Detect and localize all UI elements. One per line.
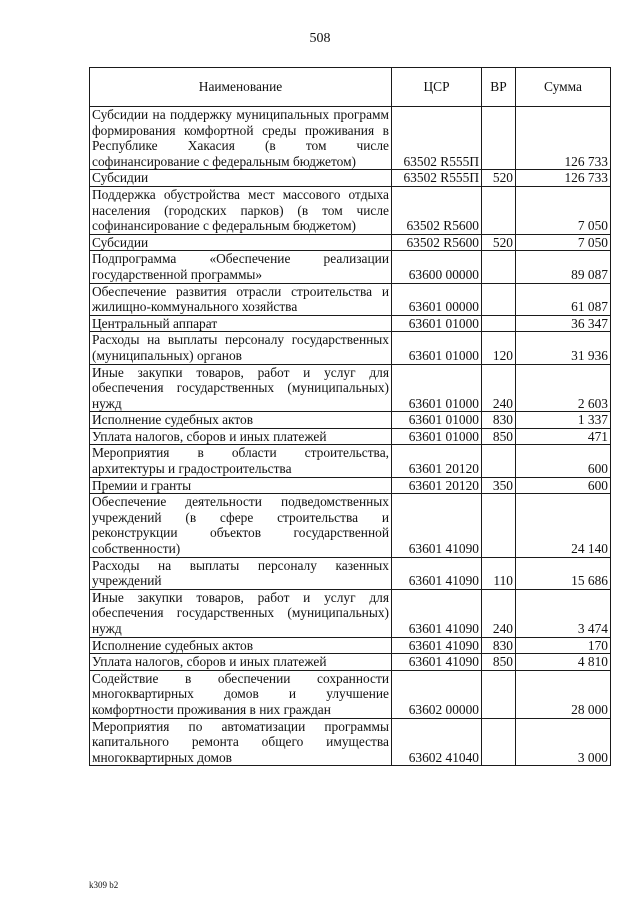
row-csr: 63601 41090 [392,494,482,557]
row-sum: 7 050 [516,234,611,251]
row-csr: 63601 41090 [392,637,482,654]
row-vr: 110 [482,557,516,589]
row-name: Обеспечение развития отрасли строительства и жилищно-коммунального хозяйства [90,283,392,315]
table-header-row [90,68,611,107]
row-vr: 120 [482,332,516,364]
row-name: Мероприятия в области строительства, архитектуры и градостроительства [90,445,392,477]
row-vr: 520 [482,170,516,187]
row-vr [482,283,516,315]
header-name: Наименование [90,68,392,107]
row-name: Мероприятия по автоматизации программы капитального ремонта общего имущества многоквартирных домов [90,718,392,766]
row-name: Исполнение судебных актов [90,412,392,429]
row-vr: 850 [482,428,516,445]
row-name: Обеспечение деятельности подведомственных учреждений (в сфере строительства и реконструкции объектов государственной собственности) [90,494,392,557]
row-vr [482,315,516,332]
row-name: Поддержка обустройства мест массового отдыха населения (городских парков) (в том числе софинансирование с федеральным бюджетом) [90,186,392,234]
table-row [90,251,611,283]
table-row [90,477,611,494]
footer-code: k309 b2 [89,880,119,890]
row-sum: 7 050 [516,186,611,234]
row-csr: 63601 01000 [392,428,482,445]
row-vr [482,107,516,170]
row-sum: 28 000 [516,670,611,718]
row-sum: 1 337 [516,412,611,429]
table-row [90,718,611,766]
row-vr: 520 [482,234,516,251]
row-name: Премии и гранты [90,477,392,494]
row-name: Расходы на выплаты персоналу государственных (муниципальных) органов [90,332,392,364]
row-sum: 170 [516,637,611,654]
table-row [90,170,611,187]
row-sum: 600 [516,477,611,494]
row-csr: 63502 R5600 [392,186,482,234]
row-sum: 600 [516,445,611,477]
row-vr: 240 [482,589,516,637]
table-row [90,332,611,364]
budget-table [89,67,611,766]
row-name: Расходы на выплаты персоналу казенных учреждений [90,557,392,589]
table-row [90,364,611,412]
row-vr: 240 [482,364,516,412]
table-row [90,315,611,332]
row-csr: 63600 00000 [392,251,482,283]
row-vr [482,186,516,234]
table-row [90,186,611,234]
row-csr: 63601 41090 [392,589,482,637]
row-vr [482,445,516,477]
row-sum: 471 [516,428,611,445]
row-vr [482,494,516,557]
row-csr: 63601 01000 [392,412,482,429]
row-csr: 63502 R555П [392,170,482,187]
row-vr: 850 [482,654,516,671]
header-vr: ВР [482,68,516,107]
row-sum: 2 603 [516,364,611,412]
row-name: Иные закупки товаров, работ и услуг для обеспечения государственных (муниципальных) нужд [90,364,392,412]
row-csr: 63601 20120 [392,477,482,494]
row-vr [482,251,516,283]
row-name: Субсидии [90,170,392,187]
row-csr: 63602 00000 [392,670,482,718]
table-row [90,589,611,637]
table-row [90,412,611,429]
row-name: Иные закупки товаров, работ и услуг для обеспечения государственных (муниципальных) нужд [90,589,392,637]
table-row [90,107,611,170]
row-sum: 31 936 [516,332,611,364]
row-name: Содействие в обеспечении сохранности многоквартирных домов и улучшение комфортности проживания в них граждан [90,670,392,718]
row-csr: 63502 R555П [392,107,482,170]
row-sum: 4 810 [516,654,611,671]
row-csr: 63601 20120 [392,445,482,477]
table-row [90,670,611,718]
row-csr: 63601 01000 [392,364,482,412]
row-sum: 3 000 [516,718,611,766]
row-csr: 63502 R5600 [392,234,482,251]
table-row [90,428,611,445]
row-vr [482,718,516,766]
table-row [90,557,611,589]
table-row [90,445,611,477]
table-row [90,234,611,251]
row-name: Уплата налогов, сборов и иных платежей [90,428,392,445]
row-vr: 830 [482,637,516,654]
row-sum: 24 140 [516,494,611,557]
row-csr: 63601 01000 [392,315,482,332]
row-csr: 63601 01000 [392,332,482,364]
row-name: Субсидии на поддержку муниципальных программ формирования комфортной среды проживания в Республике Хакасия (в том числе софинансирование с федеральным бюджетом) [90,107,392,170]
row-csr: 63601 00000 [392,283,482,315]
table-row [90,654,611,671]
row-sum: 3 474 [516,589,611,637]
row-sum: 15 686 [516,557,611,589]
table-row [90,494,611,557]
row-sum: 126 733 [516,170,611,187]
table-row [90,637,611,654]
row-name: Центральный аппарат [90,315,392,332]
row-name: Субсидии [90,234,392,251]
header-sum: Сумма [516,68,611,107]
row-name: Исполнение судебных актов [90,637,392,654]
row-sum: 89 087 [516,251,611,283]
header-csr: ЦСР [392,68,482,107]
row-csr: 63602 41040 [392,718,482,766]
row-csr: 63601 41090 [392,654,482,671]
row-vr: 350 [482,477,516,494]
table-row [90,283,611,315]
page-number: 508 [309,31,331,46]
row-vr: 830 [482,412,516,429]
row-vr [482,670,516,718]
row-sum: 36 347 [516,315,611,332]
table-body [90,107,611,766]
row-name: Подпрограмма «Обеспечение реализации государственной программы» [90,251,392,283]
row-sum: 61 087 [516,283,611,315]
row-sum: 126 733 [516,107,611,170]
row-name: Уплата налогов, сборов и иных платежей [90,654,392,671]
row-csr: 63601 41090 [392,557,482,589]
